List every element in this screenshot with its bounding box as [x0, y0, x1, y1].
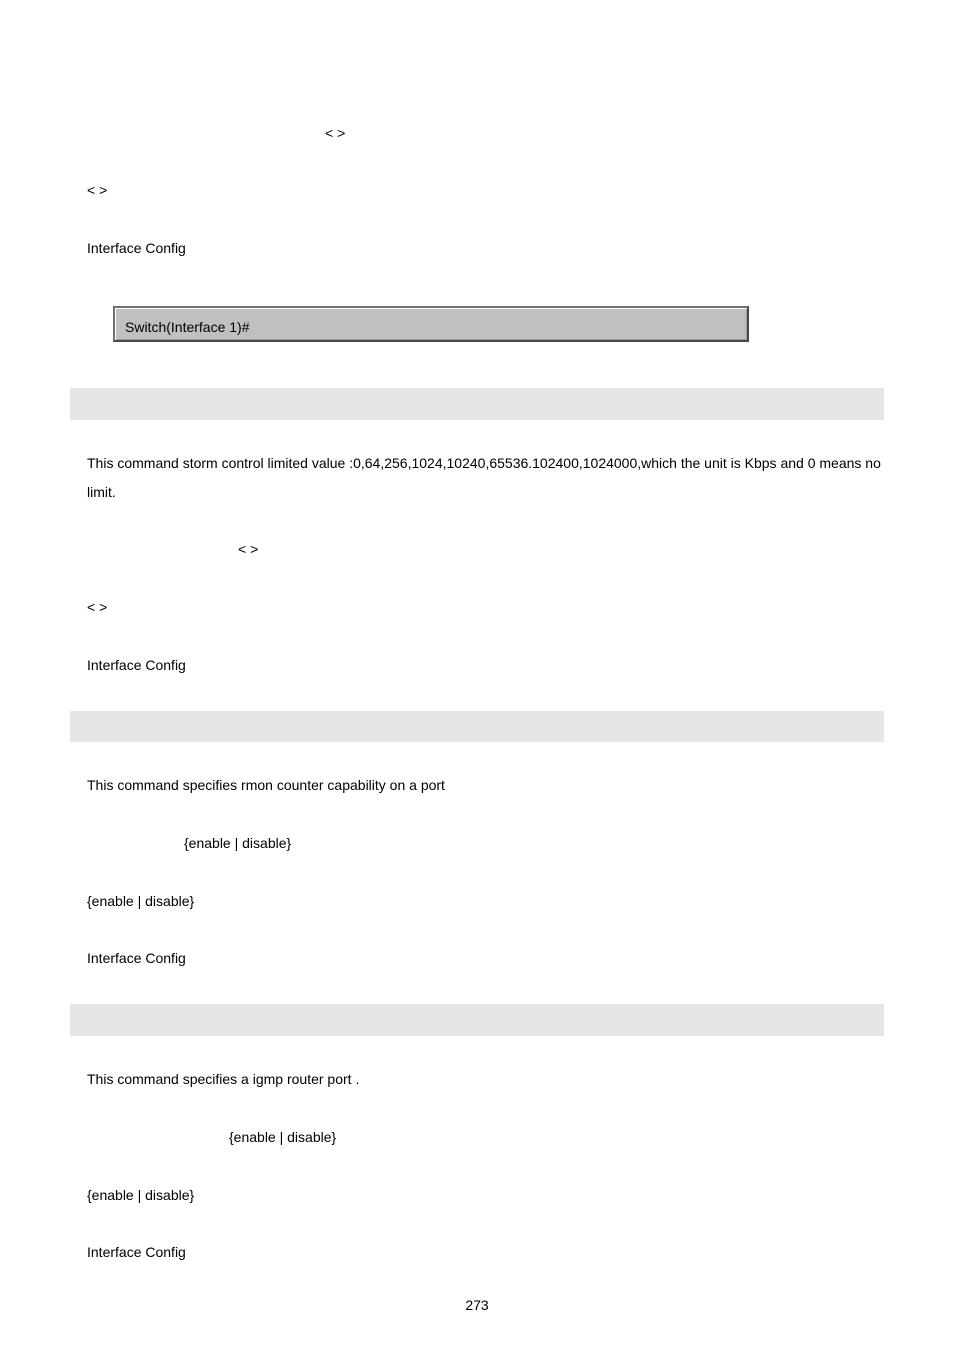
default-brackets: < >: [87, 182, 108, 198]
section-heading-bar: [70, 388, 884, 420]
command-description: This command storm control limited value :0,64,256,1024,10240,65536.102400,1024000,which the unit is Kbps and 0 means no limit.: [87, 455, 881, 500]
command-description: This command specifies a igmp router port .: [87, 1071, 360, 1087]
command-mode: Interface Config: [87, 950, 186, 966]
default-value: {enable | disable}: [87, 1187, 195, 1203]
syntax-parameter: {enable | disable}: [229, 1129, 337, 1145]
page-number: 273: [465, 1297, 489, 1313]
syntax-brackets: < >: [325, 125, 346, 141]
section-heading-bar: [70, 711, 884, 742]
example-code-box: [113, 306, 749, 342]
default-brackets: < >: [87, 599, 108, 615]
section-heading-bar: [70, 1004, 884, 1036]
example-prompt: Switch(Interface 1)#: [125, 319, 250, 335]
default-value: {enable | disable}: [87, 893, 195, 909]
syntax-parameter: {enable | disable}: [184, 835, 292, 851]
command-mode: Interface Config: [87, 1244, 186, 1260]
command-mode: Interface Config: [87, 657, 186, 673]
command-description: This command specifies rmon counter capability on a port: [87, 777, 445, 793]
syntax-brackets: < >: [238, 541, 259, 557]
command-mode: Interface Config: [87, 240, 186, 256]
